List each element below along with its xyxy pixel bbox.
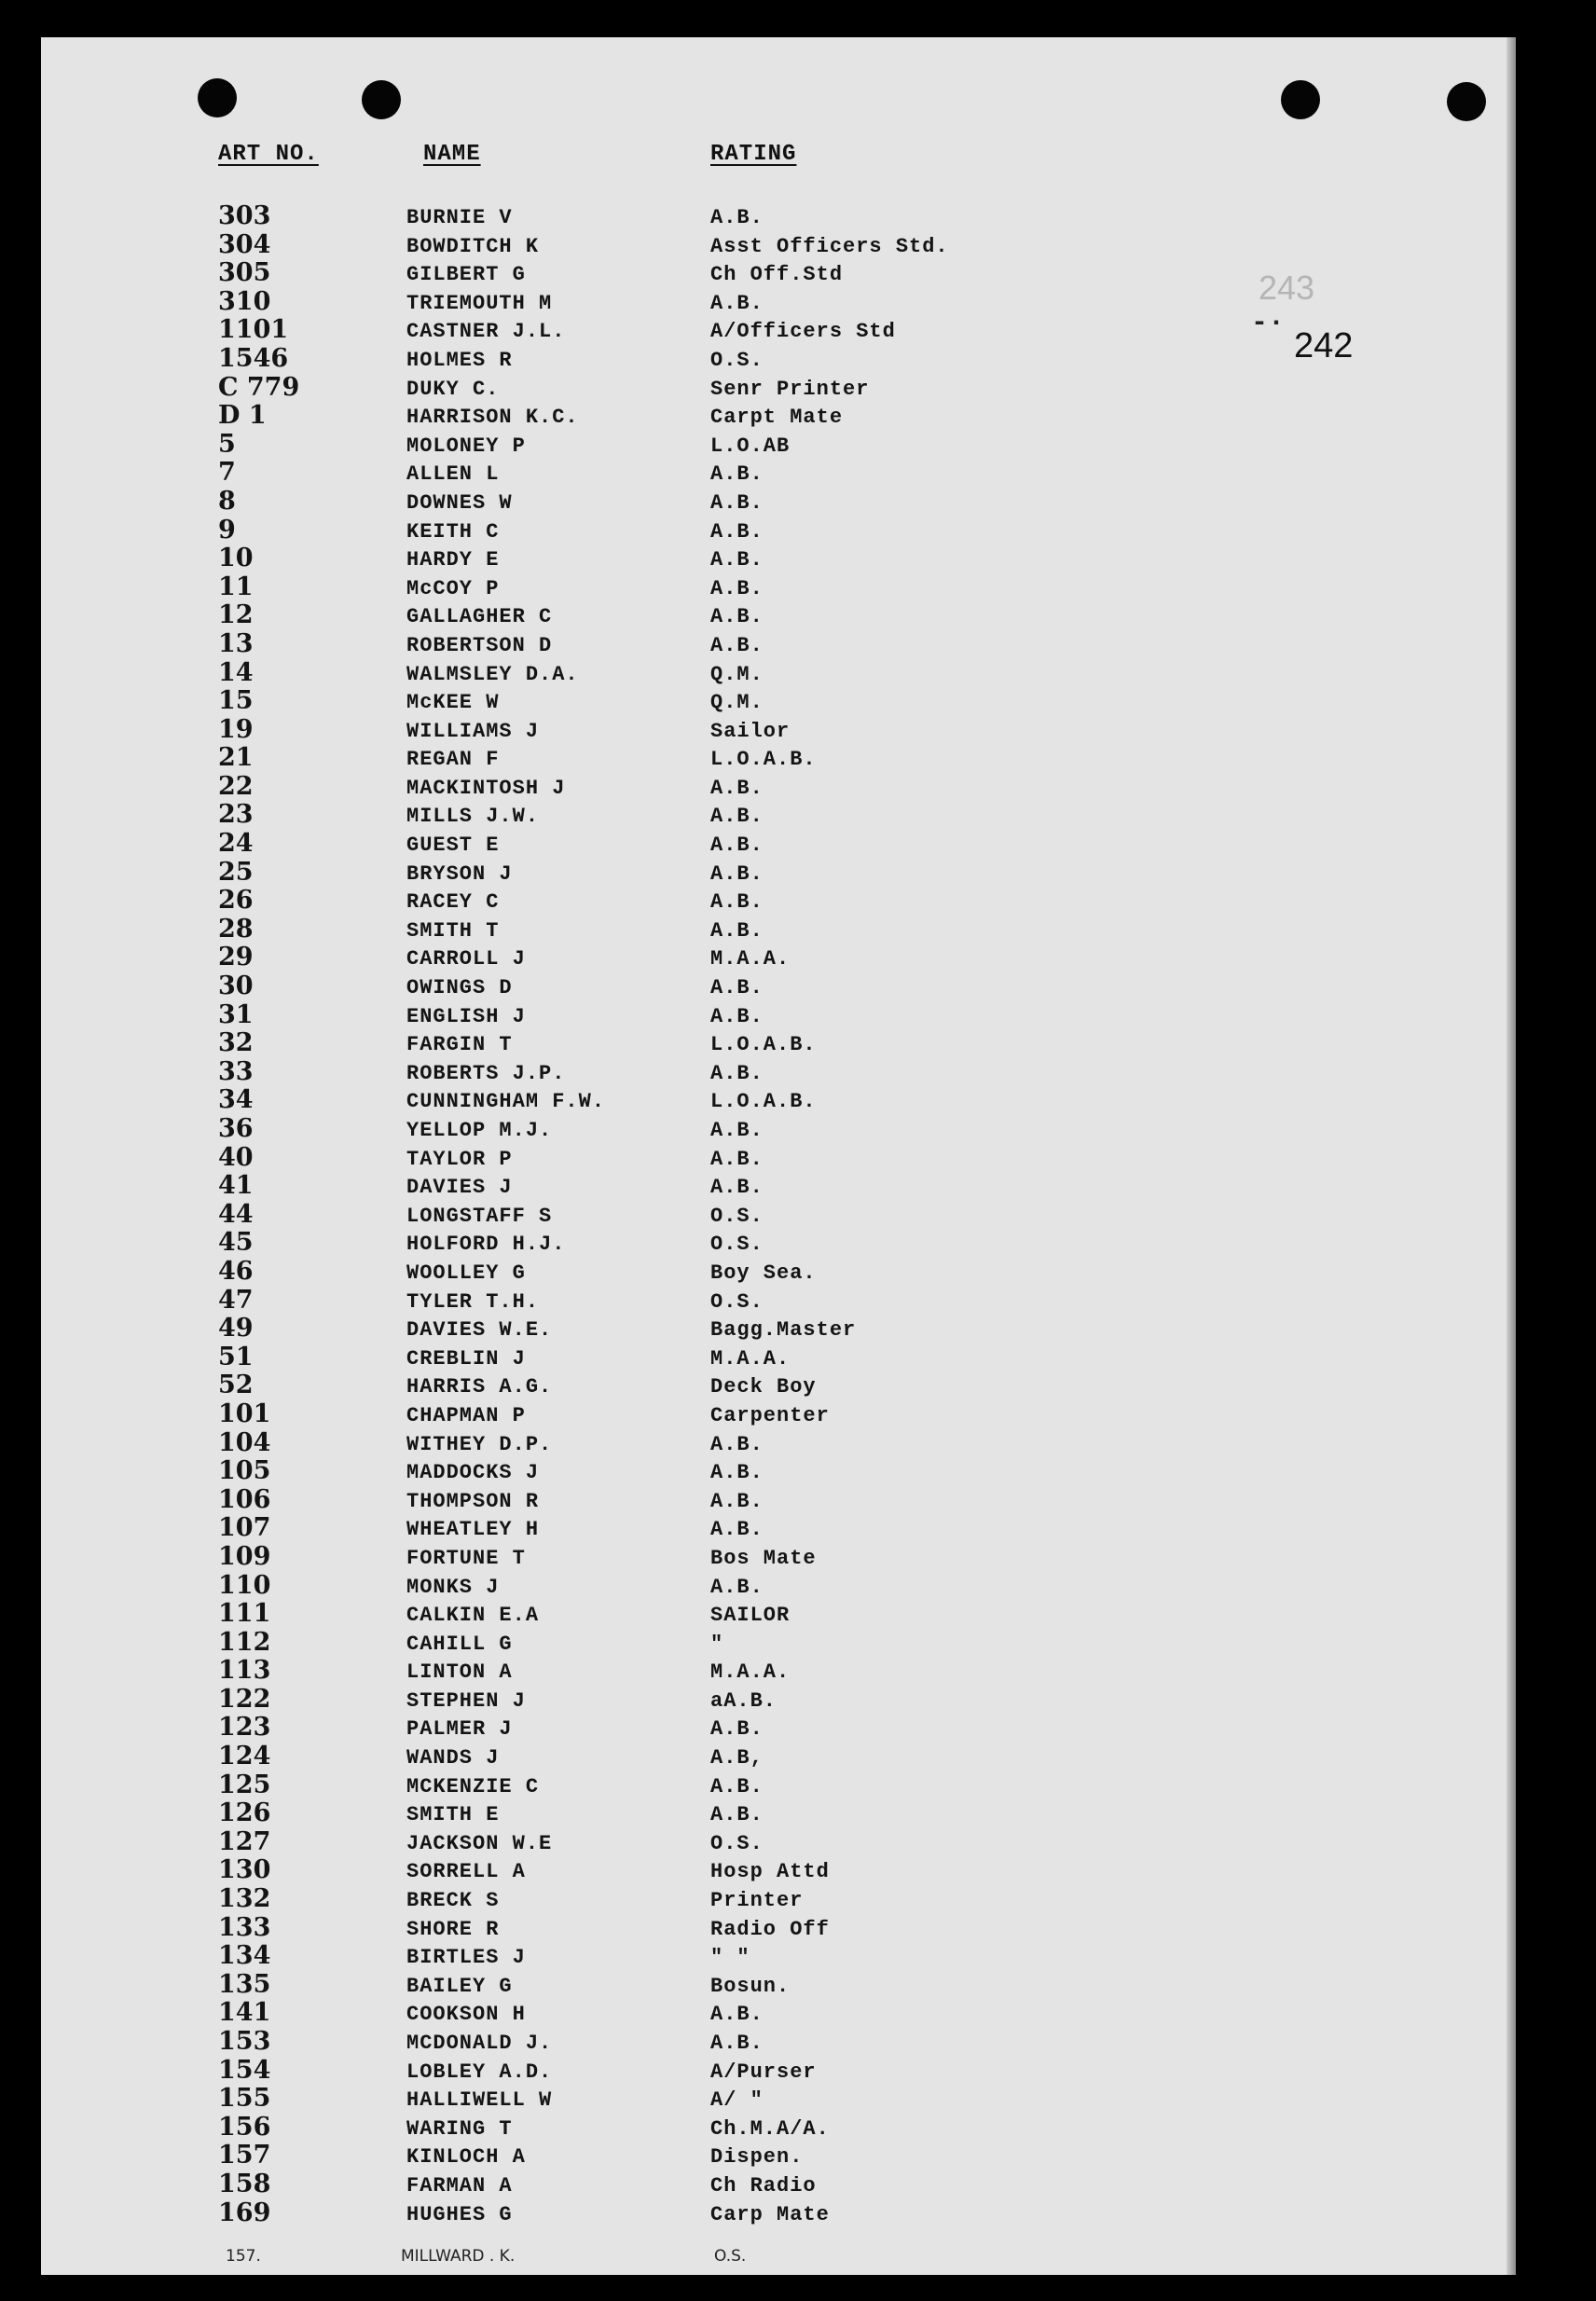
- document-page: [41, 37, 1516, 2275]
- art-no: 101: [218, 1399, 271, 1428]
- list-item: [41, 1685, 1516, 1714]
- crew-rating: M.A.A.: [710, 1346, 791, 1371]
- crew-rating: L.O.A.B.: [710, 1090, 817, 1114]
- list-item: [41, 1428, 1516, 1457]
- crew-rating: O.S.: [710, 1204, 764, 1228]
- art-no: 12: [218, 600, 254, 630]
- art-no: 29: [218, 943, 254, 972]
- crew-rating: A.B.: [710, 1489, 764, 1513]
- crew-name: ALLEN L: [406, 462, 500, 487]
- punch-hole-icon: [362, 80, 401, 119]
- list-item: [41, 1228, 1516, 1257]
- crew-rating: O.S.: [710, 1233, 764, 1257]
- list-item: [41, 1343, 1516, 1371]
- crew-name: CASTNER J.L.: [406, 320, 566, 344]
- crew-name: BRECK S: [406, 1889, 500, 1913]
- list-item: [41, 658, 1516, 687]
- list-item: [41, 2027, 1516, 2056]
- crew-name: STEPHEN J: [406, 1688, 526, 1713]
- crew-name: WITHEY D.P.: [406, 1432, 553, 1456]
- crew-rating: A.B.: [710, 1774, 764, 1798]
- list-item: [41, 1000, 1516, 1029]
- list-item: [41, 1998, 1516, 2027]
- list-item: [41, 315, 1516, 344]
- crew-rating: Q.M.: [710, 662, 764, 686]
- art-no: 304: [218, 229, 271, 259]
- punch-hole-icon: [198, 78, 237, 117]
- art-no: 111: [218, 1599, 271, 1629]
- list-item: [41, 1028, 1516, 1057]
- crew-name: KEITH C: [406, 519, 500, 544]
- list-item: [41, 1656, 1516, 1685]
- crew-name: TYLER T.H.: [406, 1289, 540, 1314]
- art-no: 135: [218, 1969, 271, 1999]
- art-no: 1101: [218, 315, 289, 345]
- crew-rating: O.S.: [710, 1289, 764, 1314]
- art-no: 106: [218, 1484, 271, 1514]
- crew-rating: A/Purser: [710, 2060, 817, 2084]
- crew-name: DUKY C.: [406, 377, 500, 401]
- crew-rating: Sailor: [710, 719, 791, 743]
- crew-rating: A.B.: [710, 1061, 764, 1085]
- art-no: 132: [218, 1884, 271, 1914]
- list-item: [41, 487, 1516, 516]
- art-no: 30: [218, 971, 254, 1001]
- crew-name: CAHILL G: [406, 1632, 513, 1656]
- art-no: 169: [218, 2198, 271, 2227]
- page-number: 242: [1294, 326, 1354, 365]
- crew-rating: A.B.: [710, 918, 764, 943]
- art-no: 1546: [218, 343, 289, 373]
- crew-name: PALMER J: [406, 1717, 513, 1742]
- list-item: [41, 743, 1516, 772]
- list-item: [41, 715, 1516, 744]
- art-no: 113: [218, 1656, 271, 1686]
- art-no: 156: [218, 2112, 271, 2142]
- list-item: [41, 686, 1516, 715]
- crew-rating: Ch.M.A/A.: [710, 2116, 830, 2141]
- art-no: 22: [218, 771, 254, 801]
- crew-rating: A.B.: [710, 462, 764, 487]
- list-item: [41, 2113, 1516, 2142]
- crew-rating: Radio Off: [710, 1917, 830, 1941]
- crew-rating: A.B.: [710, 1432, 764, 1456]
- crew-rating: A.B.: [710, 1518, 764, 1542]
- crew-name: GILBERT G: [406, 263, 526, 287]
- list-item: [41, 1257, 1516, 1286]
- list-item: [41, 1713, 1516, 1742]
- list-item: [41, 1542, 1516, 1571]
- header-rating: RATING: [710, 142, 797, 167]
- list-item: [41, 1456, 1516, 1485]
- crew-name: MILLS J.W.: [406, 805, 540, 829]
- crew-name: LONGSTAFF S: [406, 1204, 553, 1228]
- crew-name: REGAN F: [406, 748, 500, 772]
- art-no: 310: [218, 286, 271, 316]
- art-no: 32: [218, 1028, 254, 1058]
- list-item: [41, 344, 1516, 373]
- art-no: 45: [218, 1228, 254, 1258]
- crew-rating: A.B.: [710, 1575, 764, 1599]
- crew-rating: M.A.A.: [710, 947, 791, 971]
- list-item: [41, 1827, 1516, 1856]
- art-no: 52: [218, 1371, 254, 1400]
- art-no: 5: [218, 429, 236, 459]
- art-no: 133: [218, 1912, 271, 1942]
- crew-rating: Deck Boy: [710, 1375, 817, 1399]
- art-no: 41: [218, 1171, 254, 1201]
- crew-rating: A/ ": [710, 2088, 764, 2113]
- list-item: [41, 943, 1516, 971]
- list-item: [41, 373, 1516, 402]
- crew-name: FARMAN A: [406, 2173, 513, 2198]
- art-no: 127: [218, 1826, 271, 1856]
- art-no: 153: [218, 2027, 271, 2056]
- art-no: 11: [218, 572, 254, 601]
- list-item: [41, 1143, 1516, 1172]
- crew-rating: Bos Mate: [710, 1546, 817, 1570]
- crew-name: RACEY C: [406, 890, 500, 915]
- crew-rating: " ": [710, 1946, 750, 1970]
- art-no: 9: [218, 515, 236, 544]
- crew-rating: Ch Off.Std: [710, 263, 844, 287]
- crew-name: MACKINTOSH J: [406, 776, 566, 800]
- crew-name: McCOY P: [406, 576, 500, 600]
- crew-name: LOBLEY A.D.: [406, 2060, 553, 2084]
- art-no: 122: [218, 1684, 271, 1714]
- list-item: [41, 1798, 1516, 1827]
- list-item: [41, 1970, 1516, 1999]
- art-no: 49: [218, 1314, 254, 1343]
- list-item: [41, 1399, 1516, 1428]
- art-no: 155: [218, 2084, 271, 2114]
- crew-rating: L.O.A.B.: [710, 1033, 817, 1057]
- crew-rating: O.S.: [710, 348, 764, 372]
- crew-rating: A.B,: [710, 1746, 764, 1771]
- art-no: 104: [218, 1427, 271, 1457]
- crew-name: TRIEMOUTH M: [406, 291, 553, 315]
- crew-name: DOWNES W: [406, 490, 513, 515]
- list-item: [41, 287, 1516, 316]
- list-item: [41, 1171, 1516, 1200]
- list-item: [41, 1085, 1516, 1114]
- list-item: [41, 201, 1516, 230]
- art-no: 21: [218, 743, 254, 773]
- list-item: [41, 2170, 1516, 2198]
- art-no: 24: [218, 829, 254, 859]
- art-no: 26: [218, 886, 254, 916]
- crew-rating: Carp Mate: [710, 2202, 830, 2226]
- crew-rating: A.B.: [710, 633, 764, 657]
- crew-rating: aA.B.: [710, 1688, 777, 1713]
- punch-hole-icon: [1281, 80, 1320, 119]
- crew-name: COOKSON H: [406, 2003, 526, 2027]
- footnote-art: 157.: [226, 2247, 261, 2266]
- list-item: [41, 572, 1516, 601]
- list-item: [41, 1941, 1516, 1970]
- art-no: 13: [218, 628, 254, 658]
- list-item: [41, 401, 1516, 430]
- crew-name: WILLIAMS J: [406, 719, 540, 743]
- crew-rating: A.B.: [710, 2032, 764, 2055]
- art-no: 34: [218, 1085, 254, 1115]
- crew-name: HOLFORD H.J.: [406, 1233, 566, 1257]
- list-item: [41, 1513, 1516, 1542]
- crew-name: HUGHES G: [406, 2202, 513, 2226]
- list-item: [41, 230, 1516, 259]
- crew-name: SMITH E: [406, 1803, 500, 1827]
- list-item: [41, 1314, 1516, 1343]
- crew-name: HALLIWELL W: [406, 2088, 553, 2113]
- art-no: 109: [218, 1541, 271, 1571]
- crew-rating: A.B.: [710, 834, 764, 858]
- art-no: 15: [218, 686, 254, 716]
- art-no: 303: [218, 201, 271, 230]
- art-no: 126: [218, 1798, 271, 1828]
- punch-hole-icon: [1447, 82, 1486, 121]
- crew-rating: Dispen.: [710, 2145, 804, 2170]
- crew-rating: A.B.: [710, 605, 764, 629]
- crew-rating: Carpt Mate: [710, 406, 844, 430]
- crew-name: McKEE W: [406, 691, 500, 715]
- crew-rating: Bosun.: [710, 1974, 791, 1998]
- crew-rating: ": [710, 1632, 724, 1656]
- art-no: 130: [218, 1855, 271, 1885]
- crew-name: HARRISON K.C.: [406, 406, 579, 430]
- list-item: [41, 1599, 1516, 1628]
- crew-name: WARING T: [406, 2116, 513, 2141]
- list-item: [41, 1628, 1516, 1657]
- list-item: [41, 800, 1516, 829]
- crew-rating: L.O.AB: [710, 434, 791, 458]
- crew-name: BAILEY G: [406, 1974, 513, 1998]
- crew-name: ROBERTS J.P.: [406, 1061, 566, 1085]
- crew-rating: A.B.: [710, 206, 764, 229]
- crew-rating: A.B.: [710, 1803, 764, 1827]
- crew-name: SORRELL A: [406, 1860, 526, 1884]
- crew-name: CHAPMAN P: [406, 1403, 526, 1427]
- crew-name: CARROLL J: [406, 947, 526, 971]
- crew-name: SMITH T: [406, 918, 500, 943]
- crew-rating: Hosp Attd: [710, 1860, 830, 1884]
- crew-rating: A.B.: [710, 1461, 764, 1485]
- art-no: 141: [218, 1998, 271, 2028]
- crew-name: WOOLLEY G: [406, 1261, 526, 1285]
- list-item: [41, 544, 1516, 572]
- list-item: [41, 430, 1516, 459]
- art-no: 110: [218, 1570, 271, 1600]
- crew-name: OWINGS D: [406, 976, 513, 1000]
- footnote-name: MILLWARD . K.: [401, 2247, 516, 2266]
- list-item: [41, 2056, 1516, 2085]
- crew-name: ENGLISH J: [406, 1004, 526, 1028]
- art-no: 28: [218, 914, 254, 944]
- crew-name: LINTON A: [406, 1660, 513, 1685]
- art-no: 124: [218, 1742, 271, 1771]
- list-item: [41, 458, 1516, 487]
- crew-rating: A.B.: [710, 519, 764, 544]
- art-no: 157: [218, 2141, 271, 2170]
- faint-page-number: 243: [1259, 269, 1315, 307]
- list-item: [41, 829, 1516, 858]
- crew-name: HARRIS A.G.: [406, 1375, 553, 1399]
- art-no: 10: [218, 544, 254, 573]
- crew-rating: Boy Sea.: [710, 1261, 817, 1285]
- list-item: [41, 858, 1516, 887]
- crew-rating: A.B.: [710, 1004, 764, 1028]
- art-no: 125: [218, 1770, 271, 1799]
- crew-name: TAYLOR P: [406, 1147, 513, 1171]
- art-no: 25: [218, 857, 254, 887]
- crew-rating: A.B.: [710, 2003, 764, 2027]
- crew-name: BRYSON J: [406, 861, 513, 886]
- crew-rating: A.B.: [710, 776, 764, 800]
- art-no: 46: [218, 1256, 254, 1286]
- crew-name: HARDY E: [406, 548, 500, 572]
- art-no: 44: [218, 1199, 254, 1229]
- crew-name: SHORE R: [406, 1917, 500, 1941]
- crew-name: BURNIE V: [406, 206, 513, 229]
- crew-name: CREBLIN J: [406, 1346, 526, 1371]
- crew-name: ROBERTSON D: [406, 633, 553, 657]
- art-no: 8: [218, 486, 236, 516]
- art-no: 112: [218, 1627, 271, 1657]
- crew-name: THOMPSON R: [406, 1489, 540, 1513]
- list-item: [41, 1286, 1516, 1315]
- list-item: [41, 600, 1516, 629]
- art-no: 14: [218, 657, 254, 687]
- crew-rating: A.B.: [710, 490, 764, 515]
- art-no: D 1: [218, 401, 267, 431]
- list-item: [41, 1114, 1516, 1143]
- art-no: 23: [218, 800, 254, 830]
- crew-rating: Ch Radio: [710, 2173, 817, 2198]
- art-no: 47: [218, 1285, 254, 1315]
- crew-name: FORTUNE T: [406, 1546, 526, 1570]
- list-item: [41, 1200, 1516, 1229]
- crew-rating: Bagg.Master: [710, 1318, 857, 1343]
- list-item: [41, 2141, 1516, 2170]
- list-item: [41, 1771, 1516, 1799]
- crew-rating: Asst Officers Std.: [710, 234, 949, 258]
- list-item: [41, 1884, 1516, 1913]
- crew-rating: A.B.: [710, 1119, 764, 1142]
- art-no: 33: [218, 1056, 254, 1086]
- crew-rating: Printer: [710, 1889, 804, 1913]
- list-item: [41, 2198, 1516, 2227]
- crew-name: WANDS J: [406, 1746, 500, 1771]
- art-no: 40: [218, 1142, 254, 1172]
- art-no: 134: [218, 1941, 271, 1971]
- crew-name: KINLOCH A: [406, 2145, 526, 2170]
- art-no: C 779: [218, 372, 300, 402]
- crew-list: [41, 201, 1516, 2226]
- list-item: [41, 1913, 1516, 1942]
- art-no: 107: [218, 1513, 271, 1543]
- crew-name: MONKS J: [406, 1575, 500, 1599]
- crew-rating: Carpenter: [710, 1403, 830, 1427]
- art-no: 31: [218, 999, 254, 1029]
- list-item: [41, 1057, 1516, 1086]
- crew-name: FARGIN T: [406, 1033, 513, 1057]
- crew-rating: SAILOR: [710, 1604, 791, 1628]
- crew-name: GALLAGHER C: [406, 605, 553, 629]
- art-no: 123: [218, 1713, 271, 1743]
- crew-name: MADDOCKS J: [406, 1461, 540, 1485]
- pen-mark: -·: [1251, 308, 1286, 339]
- crew-name: HOLMES R: [406, 348, 513, 372]
- list-item: [41, 516, 1516, 544]
- crew-name: DAVIES J: [406, 1176, 513, 1200]
- header-art-no: ART NO.: [218, 142, 319, 167]
- list-item: [41, 1855, 1516, 1884]
- crew-name: YELLOP M.J.: [406, 1119, 553, 1142]
- art-no: 36: [218, 1114, 254, 1143]
- art-no: 154: [218, 2055, 271, 2085]
- list-item: [41, 772, 1516, 801]
- list-item: [41, 1485, 1516, 1514]
- footnote-rating: O.S.: [714, 2247, 747, 2266]
- crew-name: WHEATLEY H: [406, 1518, 540, 1542]
- list-item: [41, 1371, 1516, 1399]
- crew-name: BOWDITCH K: [406, 234, 540, 258]
- list-item: [41, 971, 1516, 1000]
- crew-name: BIRTLES J: [406, 1946, 526, 1970]
- crew-name: CUNNINGHAM F.W.: [406, 1090, 606, 1114]
- crew-name: CALKIN E.A: [406, 1604, 540, 1628]
- list-item: [41, 915, 1516, 944]
- crew-rating: A.B.: [710, 1717, 764, 1742]
- crew-name: MCKENZIE C: [406, 1774, 540, 1798]
- crew-rating: A.B.: [710, 976, 764, 1000]
- crew-name: DAVIES W.E.: [406, 1318, 553, 1343]
- crew-rating: A.B.: [710, 861, 764, 886]
- list-item: [41, 258, 1516, 287]
- crew-rating: A.B.: [710, 805, 764, 829]
- art-no: 105: [218, 1456, 271, 1486]
- crew-name: GUEST E: [406, 834, 500, 858]
- crew-name: MOLONEY P: [406, 434, 526, 458]
- crew-rating: Q.M.: [710, 691, 764, 715]
- crew-rating: A.B.: [710, 548, 764, 572]
- art-no: 51: [218, 1342, 254, 1371]
- crew-rating: A.B.: [710, 291, 764, 315]
- crew-name: MCDONALD J.: [406, 2032, 553, 2055]
- crew-rating: A/Officers Std: [710, 320, 896, 344]
- crew-rating: A.B.: [710, 1176, 764, 1200]
- crew-name: WALMSLEY D.A.: [406, 662, 579, 686]
- art-no: 19: [218, 714, 254, 744]
- header-name: NAME: [423, 142, 481, 167]
- art-no: 305: [218, 258, 271, 288]
- crew-rating: A.B.: [710, 1147, 764, 1171]
- list-item: [41, 2084, 1516, 2113]
- crew-rating: Senr Printer: [710, 377, 870, 401]
- art-no: 7: [218, 458, 236, 488]
- crew-rating: M.A.A.: [710, 1660, 791, 1685]
- list-item: [41, 1742, 1516, 1771]
- art-no: 158: [218, 2169, 271, 2198]
- crew-rating: O.S.: [710, 1831, 764, 1855]
- list-item: [41, 886, 1516, 915]
- crew-rating: A.B.: [710, 890, 764, 915]
- list-item: [41, 1571, 1516, 1600]
- list-item: [41, 629, 1516, 658]
- crew-rating: A.B.: [710, 576, 764, 600]
- crew-name: JACKSON W.E: [406, 1831, 553, 1855]
- crew-rating: L.O.A.B.: [710, 748, 817, 772]
